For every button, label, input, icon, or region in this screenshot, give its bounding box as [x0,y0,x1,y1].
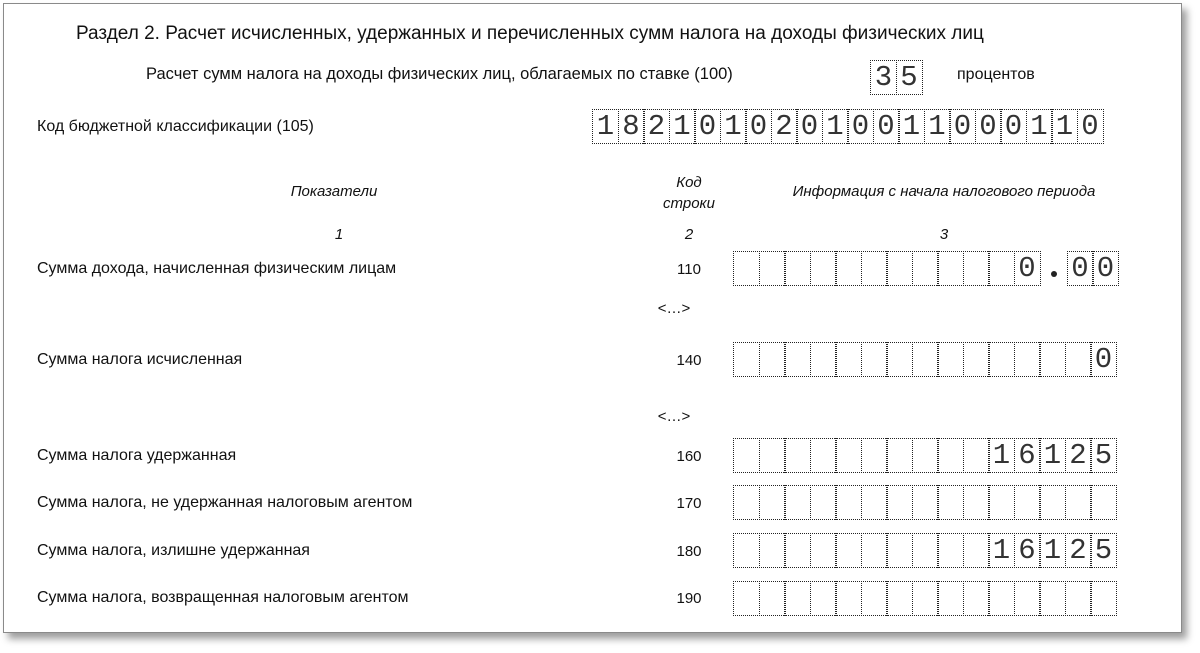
column-number-2: 2 [684,226,694,243]
section-title: Раздел 2. Расчет исчисленных, удержанных и перечисленных сумм налога на доходы физических лиц [76,23,984,44]
digit-cell[interactable] [810,533,837,568]
digit-cell[interactable] [1065,485,1092,520]
digit-cell[interactable] [1014,342,1041,377]
kbk-digit-cell[interactable]: 0 [1077,109,1104,144]
row-110-decimal-cells[interactable] [1067,251,1120,287]
digit-cell[interactable] [886,533,913,568]
digit-cell[interactable] [759,438,786,473]
digit-cell[interactable] [784,251,811,286]
digit-cell[interactable] [963,251,990,286]
omitted-rows-marker: <…> [657,300,691,317]
rate-label: Расчет сумм налога на доходы физических лиц, облагаемых по ставке (100) [146,65,733,83]
digit-cell[interactable] [886,251,913,286]
digit-cell[interactable] [937,581,964,616]
digit-cell[interactable]: 0 [1067,251,1094,286]
kbk-digit-cell[interactable]: 0 [873,109,900,144]
digit-cell[interactable] [759,581,786,616]
digit-cell[interactable] [810,485,837,520]
digit-cell[interactable] [988,485,1015,520]
kbk-digit-cell[interactable]: 2 [771,109,798,144]
digit-cell[interactable] [886,342,913,377]
digit-cell[interactable] [733,533,760,568]
digit-cell[interactable] [810,581,837,616]
digit-cell[interactable]: 1 [1039,438,1066,473]
digit-cell[interactable] [784,485,811,520]
kbk-digit-cells[interactable] [592,109,1104,144]
digit-cell[interactable] [988,581,1015,616]
digit-cell[interactable] [988,251,1015,286]
digit-cell[interactable] [963,485,990,520]
form-sheet [3,3,1182,633]
digit-cell[interactable] [835,342,862,377]
digit-cell[interactable] [937,251,964,286]
kbk-label: Код бюджетной классификации (105) [37,118,314,135]
digit-cell[interactable] [912,485,939,520]
digit-cell[interactable] [912,533,939,568]
digit-cell[interactable] [886,485,913,520]
kbk-digit-cell[interactable]: 0 [694,109,721,144]
kbk-digit-cell[interactable]: 0 [847,109,874,144]
row-code-160: 160 [676,448,702,465]
digit-cell[interactable]: 2 [1065,533,1092,568]
digit-cell[interactable] [784,342,811,377]
row-140-digit-cells[interactable] [733,342,1117,377]
digit-cell[interactable] [759,533,786,568]
digit-cell[interactable] [784,438,811,473]
digit-cell[interactable]: 0 [1090,342,1117,377]
row-label-180: Сумма налога, излишне удержанная [37,542,310,559]
digit-cell[interactable] [1065,342,1092,377]
digit-cell[interactable] [963,342,990,377]
digit-cell[interactable] [886,438,913,473]
digit-cell[interactable] [810,342,837,377]
digit-cell[interactable] [784,533,811,568]
digit-cell[interactable] [1039,342,1066,377]
row-160-digit-cells[interactable] [733,438,1117,473]
digit-cell[interactable] [937,342,964,377]
digit-cell[interactable] [1039,581,1066,616]
digit-cell[interactable]: 2 [1065,438,1092,473]
digit-cell[interactable] [963,438,990,473]
row-label-190: Сумма налога, возвращенная налоговым агентом [37,589,409,606]
digit-cell[interactable] [784,581,811,616]
digit-cell[interactable] [810,251,837,286]
digit-cell[interactable] [1090,485,1117,520]
row-label-170: Сумма налога, не удержанная налоговым агентом [37,494,413,511]
decimal-point [1041,251,1067,287]
digit-cell[interactable] [835,438,862,473]
digit-cell[interactable] [759,342,786,377]
digit-cell[interactable]: 0 [1014,251,1041,286]
digit-cell[interactable] [733,581,760,616]
rate-digit-cells[interactable] [870,60,923,95]
row-190-digit-cells[interactable] [733,581,1117,616]
digit-cell[interactable]: 0 [1092,251,1119,286]
kbk-digit-cell[interactable]: 8 [618,109,645,144]
kbk-digit-cell[interactable]: 0 [1000,109,1027,144]
kbk-digit-cell[interactable]: 0 [745,109,772,144]
kbk-digit-cell[interactable]: 1 [924,109,951,144]
digit-cell[interactable] [733,485,760,520]
digit-cell[interactable] [835,533,862,568]
row-110-integer-cells[interactable] [733,251,1041,287]
kbk-digit-cell[interactable]: 1 [669,109,696,144]
digit-cell[interactable] [733,438,760,473]
digit-cell[interactable]: 5 [1090,438,1117,473]
digit-cell[interactable] [937,533,964,568]
rate-digit-cell[interactable]: 3 [870,60,897,95]
row-code-180: 180 [676,543,702,560]
kbk-digit-cell[interactable]: 1 [592,109,619,144]
digit-cell[interactable]: 1 [988,533,1015,568]
digit-cell[interactable] [759,485,786,520]
digit-cell[interactable]: 5 [1090,533,1117,568]
kbk-digit-cell[interactable]: 0 [975,109,1002,144]
digit-cell[interactable] [861,438,888,473]
row-170-digit-cells[interactable] [733,485,1117,520]
digit-cell[interactable] [759,251,786,286]
digit-cell[interactable] [835,251,862,286]
row-label-140: Сумма налога исчисленная [37,351,243,368]
digit-cell[interactable] [810,438,837,473]
row-code-110: 110 [677,261,701,278]
digit-cell[interactable] [886,581,913,616]
row-code-190: 190 [676,590,702,607]
column-number-3: 3 [939,226,949,243]
digit-cell[interactable] [1065,581,1092,616]
digit-cell[interactable] [1014,581,1041,616]
digit-cell[interactable] [861,581,888,616]
kbk-digit-cell[interactable]: 1 [822,109,849,144]
header-info: Информация с начала налогового периода [792,183,1096,200]
omitted-rows-marker: <…> [657,408,691,425]
digit-cell[interactable] [733,342,760,377]
kbk-digit-cell[interactable]: 1 [898,109,925,144]
rate-unit: процентов [957,66,1035,83]
digit-cell[interactable] [861,485,888,520]
digit-cell[interactable] [937,485,964,520]
digit-cell[interactable] [861,342,888,377]
rate-digit-cell[interactable]: 5 [896,60,923,95]
header-line-code: Код строки [663,174,715,212]
digit-cell[interactable] [861,533,888,568]
row-label-160: Сумма налога удержанная [37,447,237,464]
digit-cell[interactable] [835,485,862,520]
kbk-digit-cell[interactable]: 0 [949,109,976,144]
digit-cell[interactable]: 6 [1014,438,1041,473]
digit-cell[interactable] [1039,485,1066,520]
digit-cell[interactable] [988,342,1015,377]
row-code-140: 140 [676,352,702,369]
digit-cell[interactable] [912,342,939,377]
digit-cell[interactable] [1014,485,1041,520]
digit-cell[interactable] [861,251,888,286]
digit-cell[interactable] [912,438,939,473]
digit-cell[interactable]: 6 [1014,533,1041,568]
kbk-digit-cell[interactable]: 1 [1026,109,1053,144]
digit-cell[interactable] [1090,581,1117,616]
kbk-digit-cell[interactable]: 0 [796,109,823,144]
digit-cell[interactable] [963,533,990,568]
row-180-digit-cells[interactable] [733,533,1117,568]
header-indicators: Показатели [290,183,378,200]
digit-cell[interactable] [733,251,760,286]
row-110-value[interactable] [733,251,1119,287]
row-code-170: 170 [676,495,702,512]
digit-cell[interactable]: 1 [1039,533,1066,568]
digit-cell[interactable] [912,581,939,616]
kbk-digit-cell[interactable]: 1 [720,109,747,144]
kbk-digit-cell[interactable]: 1 [1051,109,1078,144]
digit-cell[interactable] [937,438,964,473]
digit-cell[interactable] [835,581,862,616]
digit-cell[interactable] [912,251,939,286]
digit-cell[interactable]: 1 [988,438,1015,473]
kbk-digit-cell[interactable]: 2 [643,109,670,144]
column-number-1: 1 [334,226,344,243]
digit-cell[interactable] [963,581,990,616]
row-label-110: Сумма дохода, начисленная физическим лицам [37,260,397,277]
